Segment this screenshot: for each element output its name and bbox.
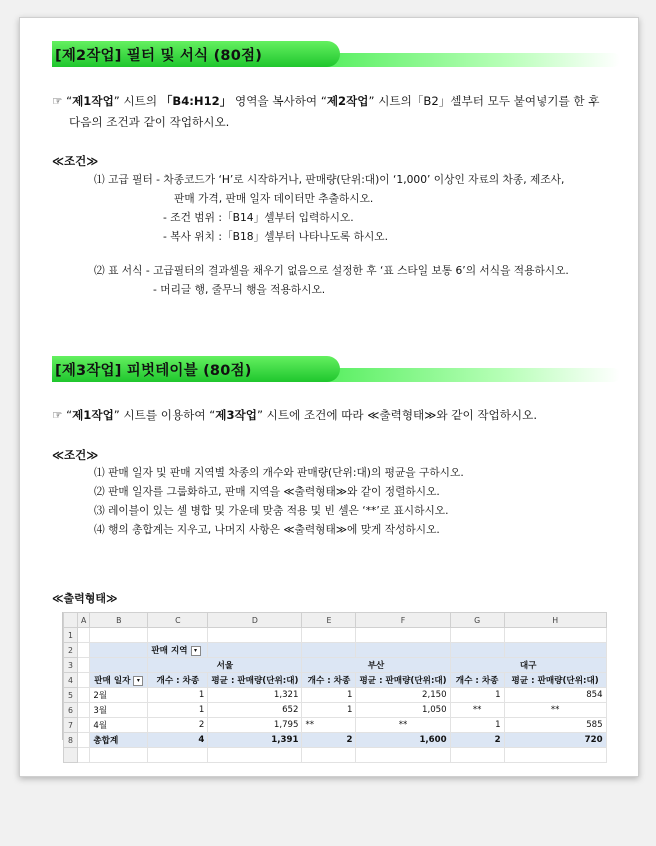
section3-instruction: ☞ “제1작업” 시트를 이용하여 “제3작업” 시트에 조건에 따라 ≪출력형태≫와 같이 작업하시오. — [52, 408, 538, 422]
pointing-hand-icon: ☞ — [52, 94, 63, 108]
section2-condition-line: ⑵ 표 서식 - 고급필터의 결과셀을 채우기 없음으로 설정한 후 ‘표 스타일 보통 6’의 서식을 적용하시오. — [94, 264, 569, 277]
column-header[interactable]: E — [302, 613, 356, 628]
section3-title: [제3작업] 피벗테이블 (80점) — [55, 363, 252, 379]
column-header[interactable]: C — [148, 613, 208, 628]
region-header-daegu: 대구 — [450, 658, 606, 673]
value-header: 개수 : 차종 — [302, 673, 356, 688]
filter-dropdown-icon[interactable]: ▾ — [191, 646, 201, 656]
section2-instruction: ☞ “제1작업” 시트의 「B4:H12」 영역을 복사하여 “제2작업” 시트의「B2」셀부터 모두 붙여넣기를 한 후 — [52, 94, 600, 108]
value-header: 개수 : 차종 — [148, 673, 208, 688]
corner-cell[interactable] — [64, 613, 78, 628]
table-row: 7 4월 2 1,795 ** ** 1 585 — [64, 718, 607, 733]
value-header: 평균 : 판매량(단위:대) — [356, 673, 450, 688]
table-row-total: 8 총합계 4 1,391 2 1,600 2 720 — [64, 733, 607, 748]
row-header[interactable]: 2 — [64, 643, 78, 658]
row-label[interactable]: 2월 — [90, 688, 148, 703]
region-header-busan: 부산 — [302, 658, 450, 673]
column-header[interactable]: A — [78, 613, 90, 628]
column-header[interactable]: F — [356, 613, 450, 628]
table-row: 6 3월 1 652 1 1,050 ** ** — [64, 703, 607, 718]
filter-dropdown-icon[interactable]: ▾ — [133, 676, 143, 686]
row-header[interactable]: 3 — [64, 658, 78, 673]
row-header[interactable]: 8 — [64, 733, 78, 748]
row-header[interactable]: 6 — [64, 703, 78, 718]
pivot-column-field[interactable]: 판매 지역 ▾ — [148, 643, 208, 658]
section3-condition-line: ⑴ 판매 일자 및 판매 지역별 차종의 개수와 판매량(단위:대)의 평균을 구하시오. — [94, 466, 464, 479]
section3-condition-line: ⑵ 판매 일자를 그룹화하고, 판매 지역을 ≪출력형태≫와 같이 정렬하시오. — [94, 485, 440, 498]
section3-title-banner — [52, 356, 618, 382]
section2-condition-line: 판매 가격, 판매 일자 데이터만 추출하시오. — [174, 192, 374, 205]
section2-condition-line: - 복사 위치 :「B18」셀부터 나타나도록 하시오. — [163, 230, 389, 243]
section2-condition-label: ≪조건≫ — [52, 154, 99, 168]
pivot-row-field[interactable]: 판매 일자 ▾ — [90, 673, 148, 688]
row-header[interactable]: 1 — [64, 628, 78, 643]
pointing-hand-icon: ☞ — [52, 408, 63, 422]
output-format-label: ≪출력형태≫ — [52, 592, 118, 605]
section2-title-banner — [52, 41, 618, 67]
pivot-table-sheet — [62, 612, 611, 746]
column-header[interactable]: G — [450, 613, 504, 628]
row-label[interactable]: 3월 — [90, 703, 148, 718]
section3-condition-line: ⑷ 행의 총합계는 지우고, 나머지 사항은 ≪출력형태≫에 맞게 작성하시오. — [94, 523, 440, 536]
table-row: 5 2월 1 1,321 1 2,150 1 854 — [64, 688, 607, 703]
section2-instruction-line2: 다음의 조건과 같이 작업하시오. — [69, 115, 230, 129]
row-header[interactable]: 4 — [64, 673, 78, 688]
region-header-seoul: 서울 — [148, 658, 302, 673]
section2-title: [제2작업] 필터 및 서식 (80점) — [55, 48, 263, 64]
value-header: 평균 : 판매량(단위:대) — [208, 673, 302, 688]
column-header[interactable]: H — [504, 613, 606, 628]
grand-total-label[interactable]: 총합계 — [90, 733, 148, 748]
row-label[interactable]: 4월 — [90, 718, 148, 733]
row-header[interactable]: 7 — [64, 718, 78, 733]
value-header: 개수 : 차종 — [450, 673, 504, 688]
section3-condition-label: ≪조건≫ — [52, 448, 99, 462]
section3-condition-line: ⑶ 레이블이 있는 셀 병합 및 가운데 맞춤 적용 및 빈 셀은 ‘**’로 표시하시오. — [94, 504, 449, 517]
column-header[interactable]: D — [208, 613, 302, 628]
section2-condition-line: - 조건 범위 :「B14」셀부터 입력하시오. — [163, 211, 354, 224]
row-header[interactable]: 5 — [64, 688, 78, 703]
section2-condition-line: - 머리글 행, 줄무늬 행을 적용하시오. — [153, 283, 326, 296]
section2-condition-line: ⑴ 고급 필터 - 차종코드가 ‘H’로 시작하거나, 판매량(단위:대)이 ‘1,000’ 이상인 자료의 차종, 제조사, — [94, 173, 565, 186]
column-header[interactable]: B — [90, 613, 148, 628]
value-header: 평균 : 판매량(단위:대) — [504, 673, 606, 688]
